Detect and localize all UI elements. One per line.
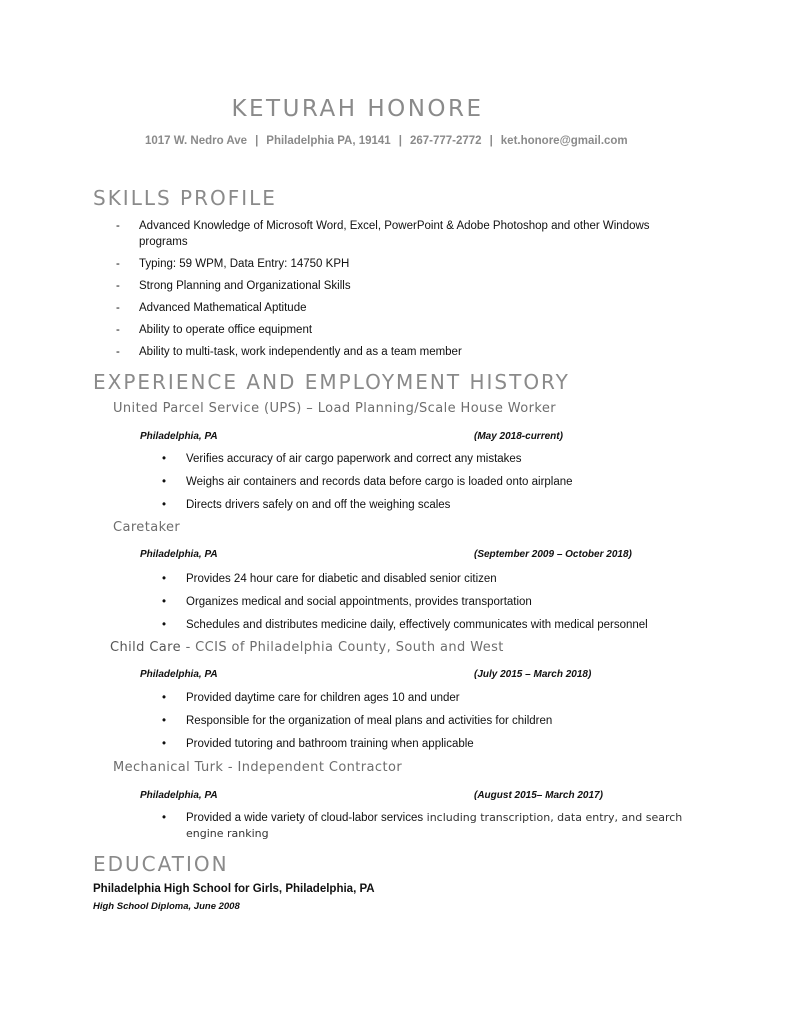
bullet-dot: • — [162, 715, 167, 727]
skill-item — [116, 344, 696, 360]
job-duties — [162, 810, 692, 849]
bullet-dot: • — [162, 812, 167, 824]
dash-bullet: - — [116, 324, 120, 336]
duty-text: Schedules and distributes medicine daily, effectively communicates with medical personnel — [186, 619, 648, 631]
duty-text-bold: Provided a wide variety of cloud-labor services — [186, 812, 424, 824]
duty-item — [162, 497, 692, 513]
duty-item — [162, 571, 692, 587]
duty-item — [162, 617, 692, 633]
skill-text: Advanced Mathematical Aptitude — [139, 302, 307, 314]
dash-bullet: - — [116, 280, 120, 292]
contact-email[interactable]: ket.honore@gmail.com — [500, 135, 628, 147]
duty-item — [162, 736, 692, 752]
bullet-dot: • — [162, 476, 167, 488]
bullet-dot: • — [162, 738, 167, 750]
skill-text: Ability to multi-task, work independently and as a team member — [139, 346, 462, 358]
skill-item — [116, 256, 696, 272]
job-location: Philadelphia, PA — [140, 669, 218, 680]
duty-text: Provided daytime care for children ages 10 and under — [186, 692, 460, 704]
education-heading: EDUCATION — [93, 852, 229, 876]
bullet-dot: • — [162, 499, 167, 511]
job-location: Philadelphia, PA — [140, 549, 218, 560]
skill-item — [116, 300, 696, 316]
job-title-strong: Child Care — [110, 640, 182, 655]
dash-bullet: - — [116, 220, 120, 232]
experience-heading: EXPERIENCE AND EMPLOYMENT HISTORY — [93, 370, 570, 394]
duty-text: Responsible for the organization of meal plans and activities for children — [186, 715, 553, 727]
duty-item — [162, 713, 692, 729]
job-duties — [162, 690, 692, 759]
job-duties — [162, 451, 692, 520]
duty-item — [162, 451, 692, 467]
skill-text: Ability to operate office equipment — [139, 324, 313, 336]
dash-bullet: - — [116, 258, 120, 270]
job-dates: (September 2009 – October 2018) — [474, 549, 632, 560]
skill-text: Strong Planning and Organizational Skills — [139, 280, 351, 292]
duty-item — [162, 810, 692, 842]
job-dates: (August 2015– March 2017) — [474, 790, 603, 801]
school-name: Philadelphia High School for Girls, Philadelphia, PA — [93, 883, 375, 895]
duty-text: Verifies accuracy of air cargo paperwork and correct any mistakes — [186, 453, 522, 465]
bullet-dot: • — [162, 619, 167, 631]
bullet-dot: • — [162, 596, 167, 608]
job-dates: (May 2018-current) — [474, 431, 563, 442]
contact-separator: | — [255, 135, 259, 147]
duty-item — [162, 690, 692, 706]
resume-name: KETURAH HONORE — [231, 96, 484, 122]
bullet-dot: • — [162, 692, 167, 704]
skill-text: Typing: 59 WPM, Data Entry: 14750 KPH — [139, 258, 350, 270]
contact-city: Philadelphia PA, 19141 — [266, 135, 391, 147]
job-location: Philadelphia, PA — [140, 431, 218, 442]
duty-text: Directs drivers safely on and off the weighing scales — [186, 499, 451, 511]
contact-phone: 267-777-2772 — [409, 135, 482, 147]
contact-separator: | — [489, 135, 493, 147]
skill-text: Advanced Knowledge of Microsoft Word, Excel, PowerPoint & Adobe Photoshop and other Windows programs — [139, 220, 650, 248]
dash-bullet: - — [116, 346, 120, 358]
bullet-dot: • — [162, 573, 167, 585]
skills-heading: SKILLS PROFILE — [93, 186, 277, 210]
job-location: Philadelphia, PA — [140, 790, 218, 801]
skill-item — [116, 322, 696, 338]
job-title-ups: United Parcel Service (UPS) – Load Planning/Scale House Worker — [113, 401, 556, 416]
contact-address: 1017 W. Nedro Ave — [145, 135, 248, 147]
contact-line — [145, 135, 628, 147]
diploma: High School Diploma, June 2008 — [93, 901, 240, 912]
duty-item — [162, 474, 692, 490]
contact-separator: | — [398, 135, 402, 147]
duty-text-plain: including transcription, data entry, and search engine ranking — [186, 811, 683, 840]
job-title-child-care — [110, 640, 504, 655]
job-title-caretaker: Caretaker — [113, 520, 181, 535]
dash-bullet: - — [116, 302, 120, 314]
bullet-dot: • — [162, 453, 167, 465]
skill-item — [116, 218, 696, 250]
duty-text: Organizes medical and social appointments, provides transportation — [186, 596, 532, 608]
duty-text: Provides 24 hour care for diabetic and disabled senior citizen — [186, 573, 497, 585]
skills-list — [116, 218, 696, 366]
job-title-mechanical-turk: Mechanical Turk - Independent Contractor — [113, 760, 403, 775]
duty-text: Weighs air containers and records data before cargo is loaded onto airplane — [186, 476, 573, 488]
job-duties — [162, 571, 692, 640]
skill-item — [116, 278, 696, 294]
job-title-rest: - CCIS of Philadelphia County, South and West — [181, 640, 504, 655]
job-dates: (July 2015 – March 2018) — [474, 669, 592, 680]
duty-text: Provided tutoring and bathroom training when applicable — [186, 738, 474, 750]
duty-item — [162, 594, 692, 610]
